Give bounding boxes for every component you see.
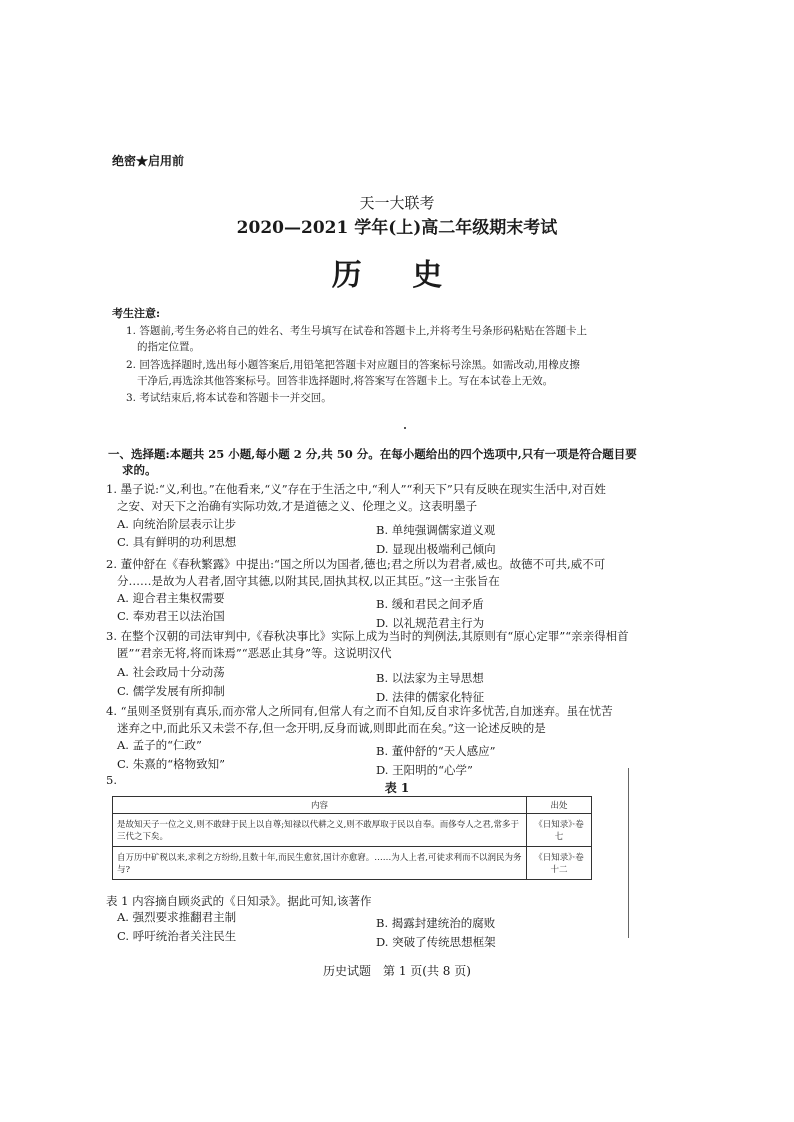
table-cell-source: 《日知录》·卷十二 (527, 847, 592, 880)
question-2-option-a: A. 迎合君主集权需要 (117, 591, 225, 605)
subject-title: 历 史 (331, 258, 463, 293)
question-4-option-a: A. 孟子的“仁政” (117, 738, 202, 752)
notice-line-3: 2. 回答选择题时,选出每小题答案后,用铅笔把答题卡对应题目的答案标号涂黑。如需改动,用橡皮擦 (126, 359, 580, 371)
question-5-number: 5. (106, 773, 117, 787)
question-4-stem: 4. “虽则圣贤别有真乐,而亦常人之所同有,但常人有之而不自知,反自求许多忧苦,自加迷弃。虽在忧苦 (106, 704, 613, 718)
source-table (112, 796, 592, 880)
table-header-content: 内容 (113, 797, 527, 814)
notice-line-2: 的指定位置。 (137, 341, 200, 353)
notice-line-4: 干净后,再选涂其他答案标号。回答非选择题时,将答案写在答题卡上。写在本试卷上无效。 (137, 375, 554, 387)
question-3-option-a: A. 社会政局十分动荡 (117, 665, 225, 679)
question-2-option-d: D. 以礼规范君主行为 (376, 616, 485, 630)
question-3-stem-cont: 匿”“君亲无将,将而诛焉”“恶恶止其身”等。这说明汉代 (117, 646, 392, 660)
question-1-stem-cont: 之安、对天下之治确有实际功效,才是道德之义、伦理之义。这表明墨子 (117, 499, 478, 513)
question-2-stem: 2. 董仲舒在《春秋繁露》中提出:“国之所以为国者,德也;君之所以为君者,威也。故德不可共,威不可 (106, 557, 606, 571)
question-5-option-b: B. 揭露封建统治的腐败 (376, 916, 496, 930)
scan-speck (404, 427, 406, 429)
table-header-source: 出处 (527, 797, 592, 814)
table-cell-content: 是故知天子一位之义,则不敢肆于民上以自尊;知禄以代耕之义,则不敢厚取于民以自奉。而侈夸人之君,常多于三代之下矣。 (113, 814, 527, 847)
notice-title: 考生注意: (112, 307, 161, 320)
table-row (113, 814, 592, 847)
scan-edge-line (628, 768, 629, 938)
question-3-option-b: B. 以法家为主导思想 (376, 671, 484, 685)
confidential-label: 绝密★启用前 (112, 154, 185, 168)
question-2-option-c: C. 奉劝君王以法治国 (117, 609, 225, 623)
question-1-stem: 1. 墨子说:“义,利也。”在他看来,“义”存在于生活之中,“利人”“利天下”只有反映在现实生活中,对百姓 (106, 482, 606, 496)
question-1-option-d: D. 显现出极端利己倾向 (376, 542, 496, 556)
question-1-option-b: B. 单纯强调儒家道义观 (376, 523, 496, 537)
section-heading-cont: 求的。 (122, 463, 157, 477)
exam-title: 2020—2021 学年(上)高二年级期末考试 (236, 218, 558, 238)
question-1-option-a: A. 向统治阶层表示让步 (117, 517, 237, 531)
question-4-option-d: D. 王阳明的“心学” (376, 763, 473, 777)
table-cell-source: 《日知录》·卷七 (527, 814, 592, 847)
question-5-option-c: C. 呼吁统治者关注民生 (117, 929, 237, 943)
notice-line-1: 1. 答题前,考生务必将自己的姓名、考生号填写在试卷和答题卡上,并将考生号条形码粘贴在答题卡上 (126, 325, 588, 337)
question-1-option-c: C. 具有鲜明的功利思想 (117, 535, 237, 549)
question-4-option-c: C. 朱熹的“格物致知” (117, 757, 225, 771)
page-footer: 历史试题 第 1 页(共 8 页) (323, 964, 471, 978)
table-cell-content: 自万历中矿税以来,求利之方纷纷,且数十年,而民生愈贫,国计亦愈窘。……为人上者,可徒求利而不以润民为务与? (113, 847, 527, 880)
section-heading: 一、选择题:本题共 25 小题,每小题 2 分,共 50 分。在每小题给出的四个选项中,只有一项是符合题目要 (108, 447, 637, 461)
question-4-stem-cont: 迷弃之中,而此乐又未尝不存,但一念开明,反身而诚,则即此而在矣。”这一论述反映的是 (117, 721, 546, 735)
question-2-stem-cont: 分……是故为人君者,固守其德,以附其民,固执其权,以正其臣。”这一主张旨在 (117, 574, 500, 588)
question-5-option-a: A. 强烈要求推翻君主制 (117, 910, 237, 924)
table-row (113, 847, 592, 880)
table-title: 表 1 (384, 781, 410, 795)
question-4-option-b: B. 董仲舒的“天人感应” (376, 744, 496, 758)
notice-line-5: 3. 考试结束后,将本试卷和答题卡一并交回。 (126, 392, 332, 404)
question-2-option-b: B. 缓和君民之间矛盾 (376, 597, 484, 611)
question-5-stem: 表 1 内容摘自顾炎武的《日知录》。据此可知,该著作 (106, 894, 372, 908)
question-3-stem: 3. 在整个汉朝的司法审判中,《春秋决事比》实际上成为当时的判例法,其原则有“原心定罪”“亲亲得相首 (106, 629, 629, 643)
question-3-option-d: D. 法律的儒家化特征 (376, 690, 485, 704)
question-3-option-c: C. 儒学发展有所抑制 (117, 684, 225, 698)
organizer-title: 天一大联考 (359, 194, 435, 212)
table-header-row (113, 797, 592, 814)
question-5-option-d: D. 突破了传统思想框架 (376, 935, 496, 949)
